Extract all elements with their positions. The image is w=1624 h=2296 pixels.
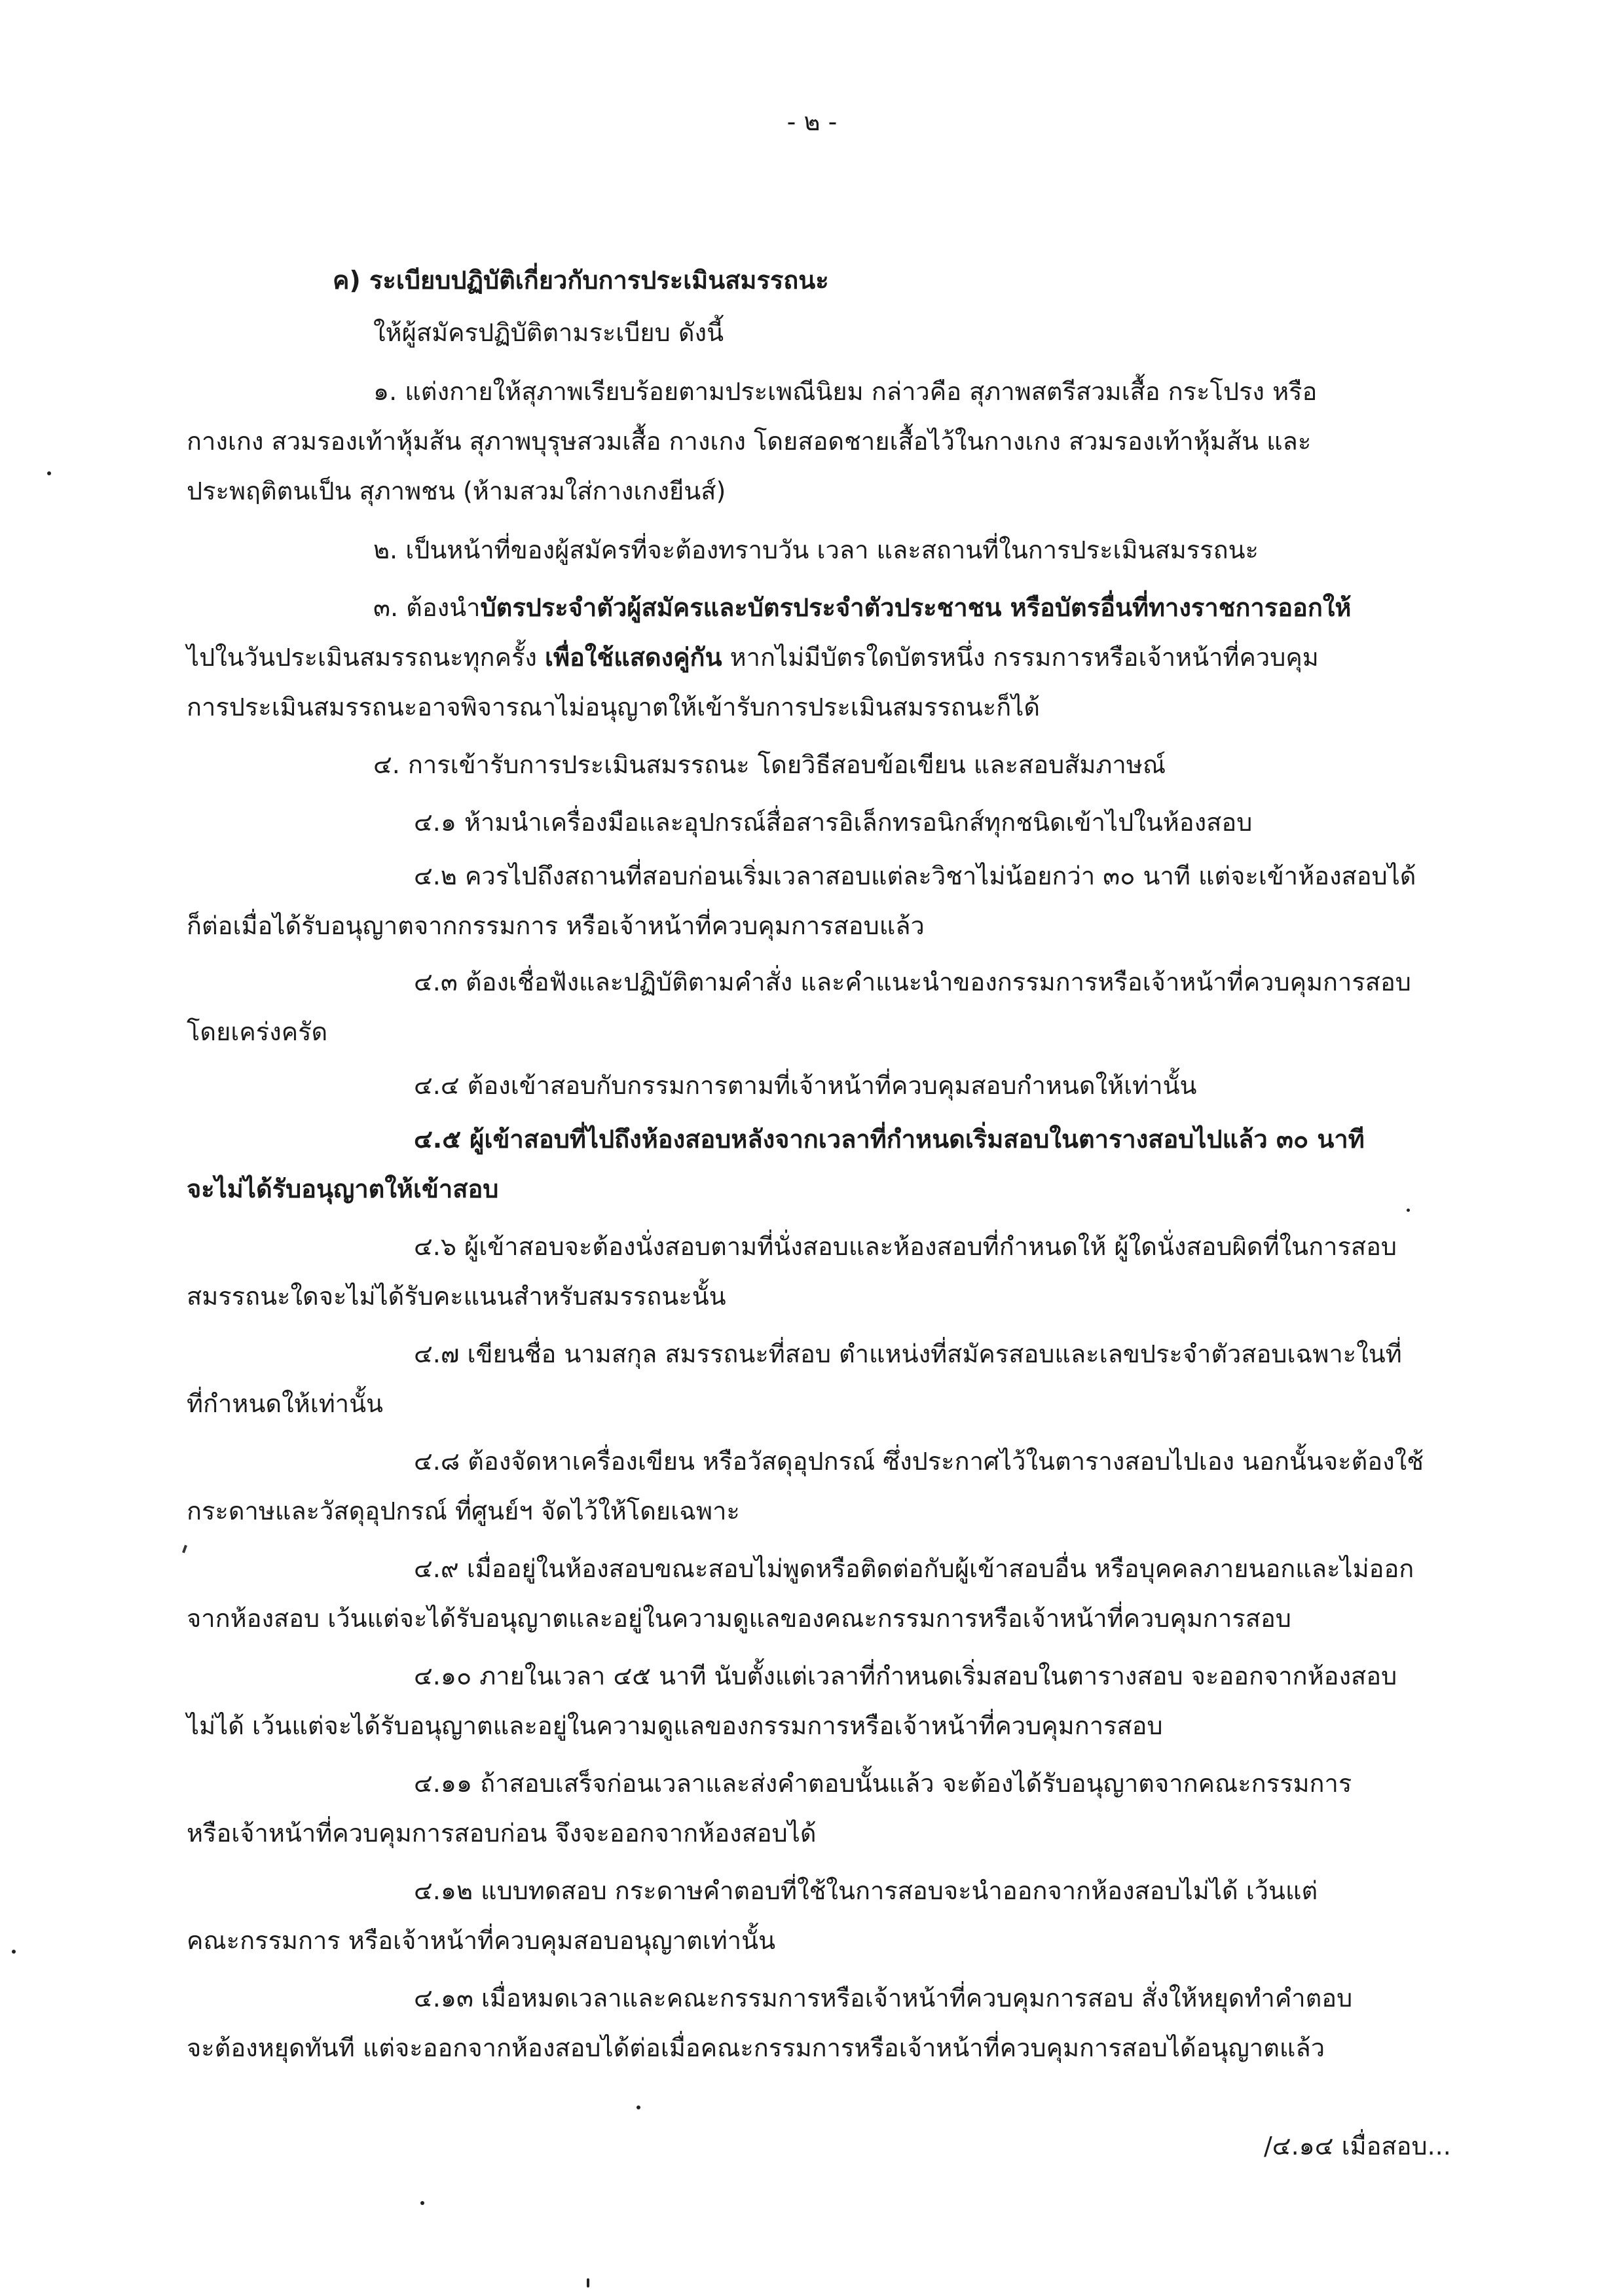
continuation-text: /๔.๑๔ เมื่อสอบ... bbox=[1264, 2132, 1451, 2160]
subitem-4-5-line-1-b: ห้องสอบหลังจากเวลาที่กำหนดเริ่มสอบในตารางสอบไปแล้ว ๓๐ นาที bbox=[641, 1125, 1365, 1154]
item-3-line-2 bbox=[187, 632, 1319, 682]
item-3-line-1-text: ๓. ต้องนำ bbox=[373, 593, 481, 622]
subitem-4-9-line-1: ๔.๙ เมื่ออยู่ในห้องสอบขณะสอบไม่พูดหรือติดต่อกับผู้เข้าสอบอื่น หรือบุคคลภายนอกและไม่ออก bbox=[414, 1554, 1414, 1583]
item-1-line-1: ๑. แต่งกายให้สุภาพเรียบร้อยตามประเพณีนิยม กล่าวคือ สุภาพสตรีสวมเสื้อ กระโปรง หรือ bbox=[373, 377, 1318, 406]
scan-speck bbox=[1407, 1209, 1410, 1212]
subitem-4-13-line-1: ๔.๑๓ เมื่อหมดเวลาและคณะกรรมการหรือเจ้าหน้าที่ควบคุมการสอบ สั่งให้หยุดทำคำตอบ bbox=[414, 1984, 1353, 2013]
subitem-4-3-line-2: โดยเคร่งครัด bbox=[187, 1017, 328, 1046]
subitem-4-5-line-2: จะไม่ได้รับอนุญาตให้เข้าสอบ bbox=[187, 1175, 499, 1203]
subitem-4-13-line-2: จะต้องหยุดทันที แต่จะออกจากห้องสอบได้ต่อเมื่อคณะกรรมการหรือเจ้าหน้าที่ควบคุมการสอบได้อนุญาตแล้ว bbox=[187, 2033, 1325, 2062]
subitem-4-10-line-2: ไม่ได้ เว้นแต่จะได้รับอนุญาตและอยู่ในความดูแลของกรรมการหรือเจ้าหน้าที่ควบคุมการสอบ bbox=[187, 1711, 1163, 1740]
item-3-line-3: การประเมินสมรรถนะอาจพิจารณาไม่อนุญาตให้เข้ารับการประเมินสมรรถนะก็ได้ bbox=[187, 693, 1041, 721]
page-number: - ๒ - bbox=[786, 107, 838, 136]
subitem-4-2-line-1: ๔.๒ ควรไปถึงสถานที่สอบก่อนเริ่มเวลาสอบแต่ละวิชาไม่น้อยกว่า ๓๐ นาที แต่จะเข้าห้องสอบได้ bbox=[414, 862, 1416, 890]
item-1-line-2: กางเกง สวมรองเท้าหุ้มส้น สุภาพบุรุษสวมเสื้อ กางเกง โดยสอดชายเสื้อไว้ในกางเกง สวมรองเท้าหุ้มส้น และ bbox=[187, 427, 1312, 456]
subitem-4-6-line-1: ๔.๖ ผู้เข้าสอบจะต้องนั่งสอบตามที่นั่งสอบและห้องสอบที่กำหนดให้ ผู้ใดนั่งสอบผิดที่ในการสอบ bbox=[414, 1232, 1397, 1261]
section-intro: ให้ผู้สมัครปฏิบัติตามระเบียบ ดังนี้ bbox=[373, 318, 724, 347]
item-2-line-1: ๒. เป็นหน้าที่ของผู้สมัครที่จะต้องทราบวัน เวลา และสถานที่ในการประเมินสมรรถนะ bbox=[373, 536, 1259, 564]
section-heading: ค) ระเบียบปฏิบัติเกี่ยวกับการประเมินสมรรถนะ bbox=[333, 266, 829, 295]
subitem-4-11-line-2: หรือเจ้าหน้าที่ควบคุมการสอบก่อน จึงจะออกจากห้องสอบได้ bbox=[187, 1819, 817, 1848]
subitem-4-11-line-1: ๔.๑๑ ถ้าสอบเสร็จก่อนเวลาและส่งคำตอบนั้นแล้ว จะต้องได้รับอนุญาตจากคณะกรรมการ bbox=[414, 1769, 1352, 1798]
scan-speck bbox=[47, 471, 51, 475]
item-3-line-2-text-b: หากไม่มีบัตรใดบัตรหนึ่ง กรรมการหรือเจ้าหน้าที่ควบคุม bbox=[722, 643, 1319, 672]
subitem-4-5-line-1 bbox=[414, 1114, 1365, 1164]
subitem-4-5-line-1-a: ๔.๕ ผู้เข้าสอบที่ไปถึง bbox=[414, 1125, 642, 1154]
subitem-4-10-line-1: ๔.๑๐ ภายในเวลา ๔๕ นาที นับตั้งแต่เวลาที่กำหนดเริ่มสอบในตารางสอบ จะออกจากห้องสอบ bbox=[414, 1662, 1397, 1690]
subitem-4-2-line-2: ก็ต่อเมื่อได้รับอนุญาตจากกรรมการ หรือเจ้าหน้าที่ควบคุมการสอบแล้ว bbox=[187, 911, 925, 940]
item-3-line-1 bbox=[373, 583, 1351, 632]
subitem-4-8-line-2: กระดาษและวัสดุอุปกรณ์ ที่ศูนย์ฯ จัดไว้ให้โดยเฉพาะ bbox=[187, 1497, 740, 1525]
subitem-4-1-line-1: ๔.๑ ห้ามนำเครื่องมือและอุปกรณ์สื่อสารอิเล็กทรอนิกส์ทุกชนิดเข้าไปในห้องสอบ bbox=[414, 808, 1253, 837]
scan-speck bbox=[420, 2201, 424, 2205]
item-3-line-1-bold: บัตรประจำตัวผู้สมัครและบัตรประจำตัวประชาชน หรือบัตรอื่นที่ทางราชการออกให้ bbox=[480, 593, 1352, 622]
subitem-4-8-line-1: ๔.๘ ต้องจัดหาเครื่องเขียน หรือวัสดุอุปกรณ์ ซึ่งประกาศไว้ในตารางสอบไปเอง นอกนั้นจะต้องใช้ bbox=[414, 1447, 1424, 1476]
scan-speck bbox=[587, 2278, 589, 2287]
subitem-4-6-line-2: สมรรถนะใดจะไม่ได้รับคะแนนสำหรับสมรรถนะนั้น bbox=[187, 1282, 726, 1311]
item-3-line-2-text-a: ไปในวันประเมินสมรรถนะทุกครั้ง bbox=[187, 643, 545, 672]
subitem-4-12-line-2: คณะกรรมการ หรือเจ้าหน้าที่ควบคุมสอบอนุญาตเท่านั้น bbox=[187, 1926, 776, 1955]
subitem-4-12-line-1: ๔.๑๒ แบบทดสอบ กระดาษคำตอบที่ใช้ในการสอบจะนำออกจากห้องสอบไม่ได้ เว้นแต่ bbox=[414, 1876, 1318, 1905]
item-3-line-2-bold: เพื่อใช้แสดงคู่กัน bbox=[545, 643, 722, 672]
subitem-4-7-line-1: ๔.๗ เขียนชื่อ นามสกุล สมรรถนะที่สอบ ตำแหน่งที่สมัครสอบและเลขประจำตัวสอบเฉพาะในที่ bbox=[414, 1339, 1402, 1368]
scan-speck bbox=[637, 2105, 640, 2109]
scan-mark bbox=[182, 1545, 187, 1554]
subitem-4-4-line-1: ๔.๔ ต้องเข้าสอบกับกรรมการตามที่เจ้าหน้าที่ควบคุมสอบกำหนดให้เท่านั้น bbox=[414, 1071, 1197, 1100]
scan-speck bbox=[12, 1950, 16, 1954]
item-4-line-1: ๔. การเข้ารับการประเมินสมรรถนะ โดยวิธีสอบข้อเขียน และสอบสัมภาษณ์ bbox=[373, 750, 1166, 779]
subitem-4-3-line-1: ๔.๓ ต้องเชื่อฟังและปฏิบัติตามคำสั่ง และคำแนะนำของกรรมการหรือเจ้าหน้าที่ควบคุมการสอบ bbox=[414, 968, 1411, 996]
subitem-4-7-line-2: ที่กำหนดให้เท่านั้น bbox=[187, 1389, 384, 1418]
item-1-line-3: ประพฤติตนเป็น สุภาพชน (ห้ามสวมใส่กางเกงยีนส์) bbox=[187, 477, 726, 505]
subitem-4-9-line-2: จากห้องสอบ เว้นแต่จะได้รับอนุญาตและอยู่ในความดูแลของคณะกรรมการหรือเจ้าหน้าที่ควบคุมการสอบ bbox=[187, 1604, 1291, 1633]
